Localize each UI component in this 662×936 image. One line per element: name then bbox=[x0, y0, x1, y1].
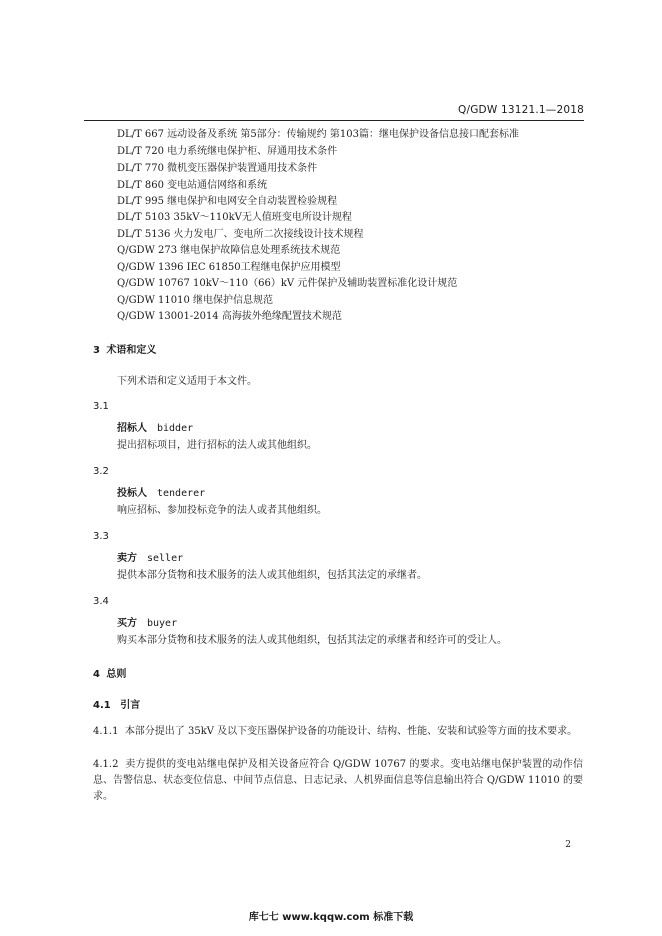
clause-number: 4.1.1 bbox=[93, 726, 119, 737]
subsection-title: 引言 bbox=[120, 700, 141, 711]
term-number: 3.2 bbox=[93, 466, 109, 477]
term-definition: 响应招标、参加投标竞争的法人或者其他组织。 bbox=[117, 505, 327, 516]
standard-code-header: Q/GDW 13121.1—2018 bbox=[458, 104, 584, 116]
term-definition: 提出招标项目，进行招标的法人或其他组织。 bbox=[117, 440, 317, 451]
section-3-heading bbox=[93, 344, 156, 358]
clause-4-1-1 bbox=[93, 724, 583, 740]
header-rule bbox=[84, 120, 584, 121]
reference-item: DL/T 5103 35kV～110kV无人值班变电所设计规程 bbox=[117, 212, 352, 223]
term-title bbox=[117, 552, 183, 566]
term-number: 3.3 bbox=[93, 531, 109, 542]
term-en: tenderer bbox=[157, 488, 206, 499]
subsection-heading bbox=[93, 699, 140, 713]
term-number: 3.1 bbox=[93, 401, 109, 412]
term-zh: 招标人 bbox=[117, 423, 147, 434]
term-title bbox=[117, 422, 193, 436]
term-title bbox=[117, 617, 177, 631]
section-title: 术语和定义 bbox=[106, 345, 157, 356]
reference-item: DL/T 5136 火力发电厂、变电所二次接线设计技术规程 bbox=[117, 229, 364, 240]
section-3-intro: 下列术语和定义适用于本文件。 bbox=[117, 376, 257, 387]
clause-text: 本部分提出了 35kV 及以下变压器保护设备的功能设计、结构、性能、安装和试验等方面的技术要求。 bbox=[124, 726, 578, 737]
reference-item: DL/T 860 变电站通信网络和系统 bbox=[117, 180, 268, 191]
term-zh: 投标人 bbox=[117, 488, 147, 499]
clause-text: 卖方提供的变电站继电保护及相关设备应符合 Q/GDW 10767 的要求。变电站继电保护装置的动作信息、告警信息、状态变位信息、中间节点信息、日志记录、人机界面信息等信息输出符合 Q/GDW 11010 的要求。 bbox=[93, 759, 583, 802]
section-number: 3 bbox=[93, 345, 100, 356]
reference-item: DL/T 667 远动设备及系统 第5部分：传输规约 第103篇：继电保护设备信息接口配套标准 bbox=[117, 129, 519, 140]
term-zh: 买方 bbox=[117, 618, 137, 629]
clause-number: 4.1.2 bbox=[93, 759, 119, 770]
term-zh: 卖方 bbox=[117, 553, 137, 564]
subsection-number: 4.1 bbox=[93, 700, 111, 711]
section-number: 4 bbox=[93, 669, 100, 680]
reference-item: Q/GDW 13001-2014 高海拔外绝缘配置技术规范 bbox=[117, 311, 342, 322]
term-definition: 购买本部分货物和技术服务的法人或其他组织，包括其法定的承继者和经许可的受让人。 bbox=[117, 635, 507, 646]
reference-item: DL/T 720 电力系统继电保护柜、屏通用技术条件 bbox=[117, 146, 338, 157]
reference-item: Q/GDW 1396 IEC 61850工程继电保护应用模型 bbox=[117, 262, 341, 273]
term-en: seller bbox=[147, 553, 184, 564]
term-number: 3.4 bbox=[93, 596, 109, 607]
reference-item: Q/GDW 10767 10kV～110（66）kV 元件保护及辅助装置标准化设计规范 bbox=[117, 278, 458, 289]
reference-item: DL/T 770 微机变压器保护装置通用技术条件 bbox=[117, 163, 318, 174]
term-en: buyer bbox=[147, 618, 178, 629]
term-title bbox=[117, 487, 205, 501]
page-number: 2 bbox=[565, 840, 571, 850]
reference-item: Q/GDW 11010 继电保护信息规范 bbox=[117, 295, 274, 306]
reference-item: Q/GDW 273 继电保护故障信息处理系统技术规范 bbox=[117, 245, 341, 256]
reference-item: DL/T 995 继电保护和电网安全自动装置检验规程 bbox=[117, 196, 338, 207]
section-title: 总则 bbox=[106, 669, 127, 680]
clause-4-1-2 bbox=[93, 757, 583, 805]
term-definition: 提供本部分货物和技术服务的法人或其他组织，包括其法定的承继者。 bbox=[117, 570, 427, 581]
term-en: bidder bbox=[157, 423, 194, 434]
download-footer: 库七七 www.kqqw.com 标准下载 bbox=[248, 912, 414, 923]
section-4-heading bbox=[93, 668, 126, 682]
